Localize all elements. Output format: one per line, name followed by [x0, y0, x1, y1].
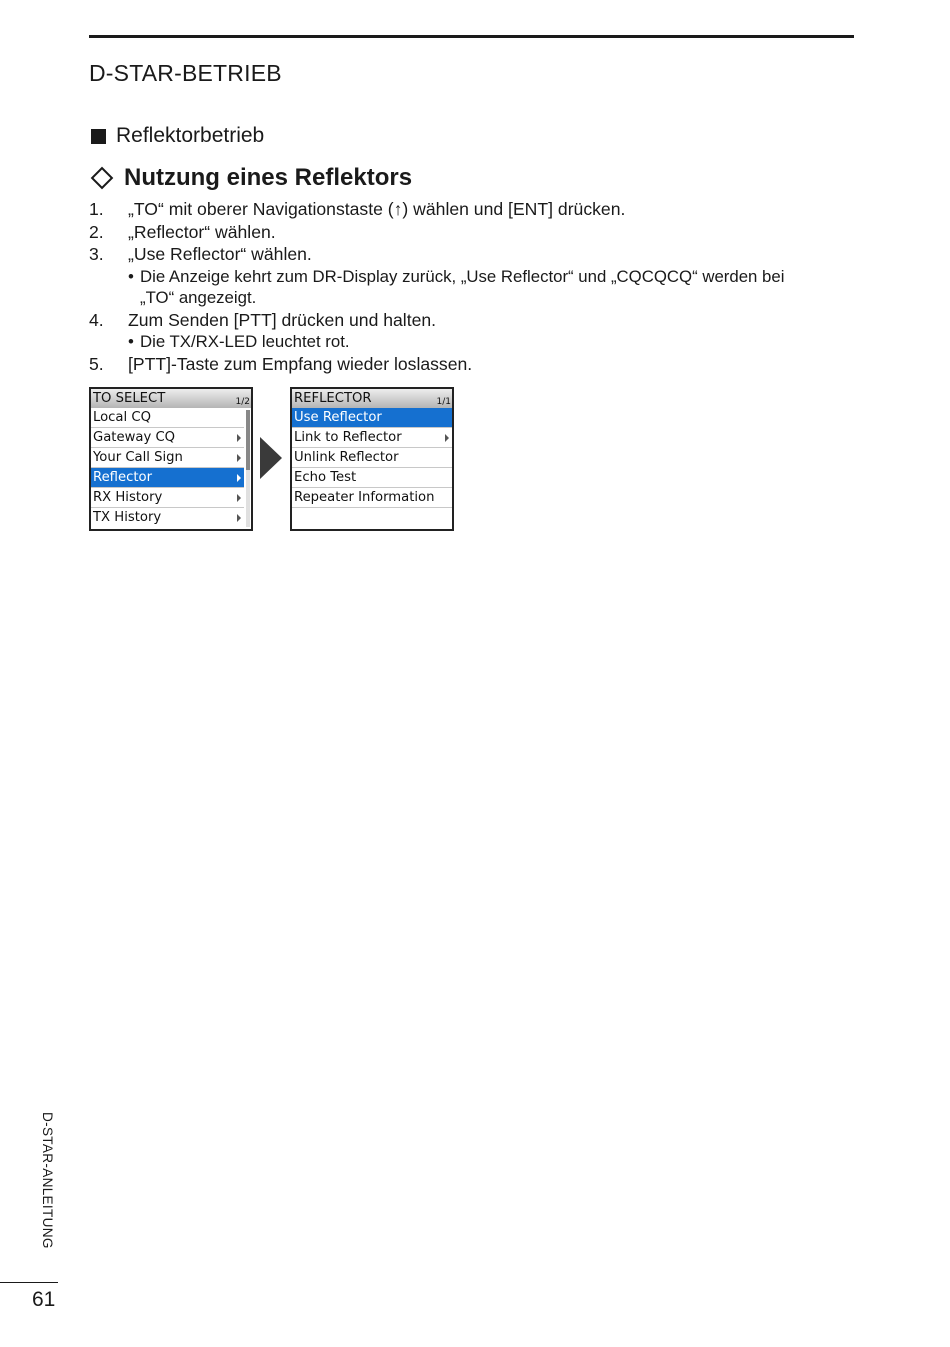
- submenu-arrow-icon: [237, 434, 241, 442]
- side-label: D-STAR-ANLEITUNG: [40, 1112, 55, 1249]
- top-rule: [89, 35, 854, 38]
- play-arrow-icon: [260, 437, 282, 479]
- chapter-title: D-STAR-BETRIEB: [89, 60, 282, 86]
- reflector-screen: [290, 387, 454, 531]
- menu-item-label: Gateway CQ: [93, 430, 176, 445]
- menu-item-label: Local CQ: [93, 410, 151, 425]
- subsection-heading: [89, 164, 412, 192]
- note-line-2: „TO“ angezeigt.: [140, 288, 257, 307]
- note-bullet: •: [128, 332, 134, 351]
- instruction-steps: [89, 198, 859, 375]
- menu-item-repeater-information[interactable]: [292, 488, 452, 508]
- page-indicator: 1/2: [235, 397, 250, 407]
- step-text: „TO“ mit oberer Navigationstaste (↑) wählen und [ENT] drücken.: [128, 199, 626, 219]
- step-1: [89, 198, 859, 221]
- step-5: [89, 353, 859, 376]
- menu-item-link-to-reflector[interactable]: [292, 428, 452, 448]
- menu-item-use-reflector[interactable]: [292, 408, 452, 428]
- screen-header: [91, 389, 251, 408]
- step-text: „Reflector“ wählen.: [128, 221, 276, 242]
- note-text: Die TX/RX-LED leuchtet rot.: [140, 332, 350, 351]
- menu-item-label: Your Call Sign: [93, 450, 183, 465]
- step-text: Zum Senden [PTT] drücken und halten.: [128, 309, 437, 330]
- note-line-1: Die Anzeige kehrt zum DR-Display zurück, „Use Reflector“ und „CQCQCQ“ werden bei: [140, 266, 785, 286]
- menu-item-label: RX History: [93, 490, 163, 505]
- square-bullet-icon: [91, 129, 106, 144]
- submenu-arrow-icon: [445, 434, 449, 442]
- diamond-icon: [91, 167, 114, 190]
- menu-item-label: Repeater Information: [294, 490, 435, 505]
- step-number: 5.: [89, 353, 104, 374]
- menu-item-label: Link to Reflector: [294, 430, 402, 445]
- note-bullet: •: [128, 266, 134, 286]
- step-number: 4.: [89, 309, 104, 330]
- menu-item-your-call-sign[interactable]: [91, 448, 244, 468]
- subsection-title: Nutzung eines Reflektors: [124, 164, 413, 191]
- step-2: [89, 221, 859, 244]
- menu-item-label: Reflector: [93, 470, 153, 485]
- menu-item-echo-test[interactable]: [292, 468, 452, 488]
- menu-item-rx-history[interactable]: [91, 488, 244, 508]
- step-4: [89, 309, 859, 332]
- step-number: 1.: [89, 199, 104, 219]
- menu-item-label: Echo Test: [294, 470, 357, 485]
- page-indicator: 1/1: [436, 397, 451, 407]
- scrollbar[interactable]: [246, 410, 250, 527]
- step-text: „Use Reflector“ wählen.: [128, 244, 312, 264]
- screen-header: [292, 389, 452, 408]
- to-select-screen: [89, 387, 253, 531]
- note-text: [140, 266, 784, 309]
- menu-item-label: TX History: [93, 510, 162, 525]
- menu-item-unlink-reflector[interactable]: [292, 448, 452, 468]
- menu-item-label: Unlink Reflector: [294, 450, 399, 465]
- step-4-note: [128, 331, 859, 353]
- submenu-arrow-icon: [237, 454, 241, 462]
- step-number: 2.: [89, 221, 104, 242]
- step-number: 3.: [89, 244, 104, 264]
- menu-item-reflector[interactable]: [91, 468, 244, 488]
- step-3: [89, 243, 859, 266]
- section-title: Reflektorbetrieb: [116, 124, 265, 147]
- menu-item-local-cq[interactable]: [91, 408, 244, 428]
- menu-item-tx-history[interactable]: [91, 508, 244, 527]
- submenu-arrow-icon: [237, 514, 241, 522]
- section-heading: [89, 124, 264, 148]
- submenu-arrow-icon: [237, 474, 241, 482]
- menu-item-label: Use Reflector: [294, 410, 382, 425]
- scrollbar-thumb[interactable]: [246, 410, 250, 470]
- menu-item-gateway-cq[interactable]: [91, 428, 244, 448]
- screen-title: TO SELECT: [93, 391, 166, 406]
- step-text: [PTT]-Taste zum Empfang wieder loslassen.: [128, 353, 473, 374]
- submenu-arrow-icon: [237, 494, 241, 502]
- bottom-rule: [0, 1282, 58, 1283]
- step-3-note: [128, 266, 859, 309]
- screen-title: REFLECTOR: [294, 391, 372, 406]
- page-number: 61: [32, 1288, 56, 1311]
